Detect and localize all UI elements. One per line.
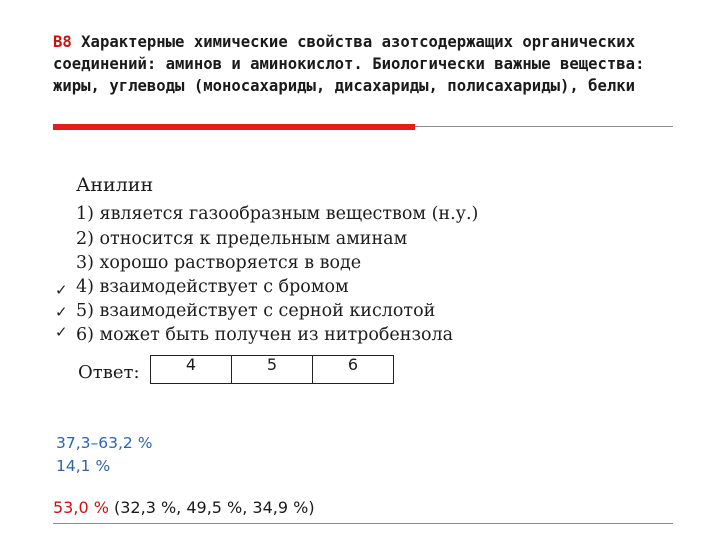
- option-1: 1) является газообразным веществом (н.у.): [76, 204, 479, 224]
- result-detail: (32,3 %, 49,5 %, 34,9 %): [108, 498, 315, 517]
- bottom-rule: [53, 523, 673, 524]
- option-6: 6) может быть получен из нитробензола: [76, 325, 454, 345]
- option-3: 3) хорошо растворяется в воде: [76, 253, 362, 273]
- answer-cell: 4: [151, 356, 232, 384]
- answer-cell: 5: [232, 356, 313, 384]
- result-main: 53,0 %: [53, 498, 109, 517]
- answer-label: Ответ:: [78, 362, 140, 383]
- checkmark-icon: ✓: [55, 281, 68, 299]
- stat-range: 37,3–63,2 %: [56, 434, 153, 452]
- checkmark-icon: ✓: [55, 323, 68, 341]
- result-line: [53, 498, 315, 517]
- option-4: 4) взаимодействует с бромом: [76, 277, 349, 297]
- checkmark-icon: ✓: [55, 303, 68, 321]
- task-code: B8: [53, 33, 72, 51]
- answer-table: [150, 355, 394, 384]
- answer-cell: 6: [313, 356, 394, 384]
- stat-second: 14,1 %: [56, 457, 111, 475]
- title-text: Характерные химические свойства азотсодержащих органических соединений: аминов и аминокислот. Биологически важные вещества: жиры, углеводы (моносахариды, дисахариды, полисахариды), белки: [53, 33, 645, 95]
- option-2: 2) относится к предельным аминам: [76, 229, 408, 249]
- option-5: 5) взаимодействует с серной кислотой: [76, 301, 436, 321]
- question-title: Анилин: [76, 174, 154, 196]
